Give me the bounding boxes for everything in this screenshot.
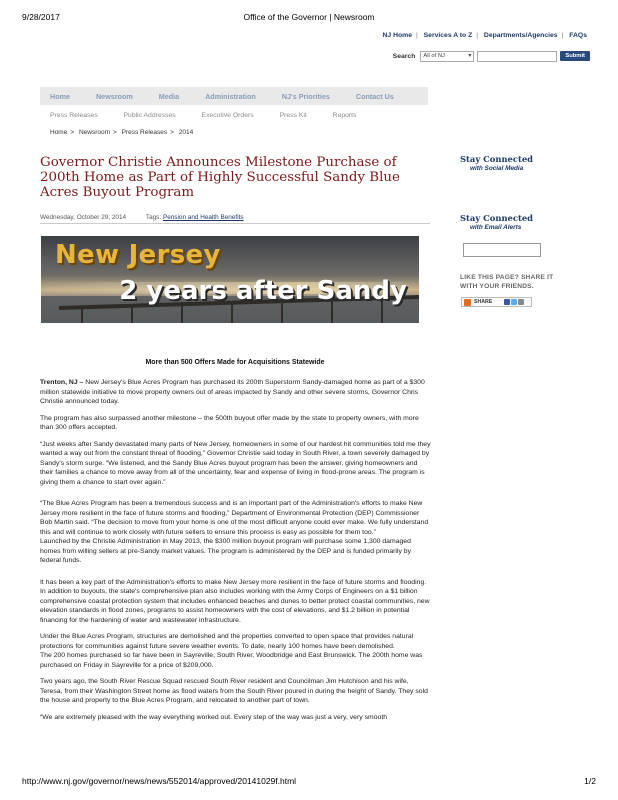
link-nj-home[interactable]: NJ Home <box>382 32 412 39</box>
page-title: Governor Christie Announces Milestone Purchase of 200th Home as Part of Highly Successful Sandy Blue Acres Buyout Program <box>40 155 400 201</box>
banner-headline-line2: 2 years after Sandy <box>119 276 407 306</box>
article-body <box>40 378 432 729</box>
email-alerts-link[interactable]: with Email Alerts <box>470 224 522 231</box>
sidebar <box>460 154 600 305</box>
search-input[interactable] <box>477 51 557 62</box>
print-date: 9/28/2017 <box>22 12 60 22</box>
paragraph: Two years ago, the South River Rescue Squad rescued South River resident and Councilman Jim Hutchison and his wife, Teresa, from their Washington Street home as flood waters from the South River poured in during the height of Sandy. They sold the house and property to the Blue Acres Program, and relocated to another part of town. <box>40 678 428 704</box>
nav-newsroom[interactable]: Newsroom <box>95 91 133 101</box>
share-prompt-line: LIKE THIS PAGE? SHARE IT <box>460 274 554 281</box>
print-header <box>22 12 596 24</box>
utility-links: NJ Home | Services A to Z | Departments/Agencies | FAQs <box>380 32 590 39</box>
subnav-reports[interactable]: Reports <box>332 112 357 119</box>
paragraph <box>40 378 432 407</box>
nav-home[interactable]: Home <box>50 91 70 101</box>
nav-administration[interactable]: Administration <box>205 91 256 101</box>
crumb-home[interactable]: Home <box>50 129 68 136</box>
crumb-newsroom[interactable]: Newsroom <box>78 129 111 136</box>
main-nav <box>40 87 428 105</box>
subnav-press-releases[interactable]: Press Releases <box>50 112 98 119</box>
paragraph: “We are extremely pleased with the way everything worked out. Every step of the way was just a very, very smooth <box>40 713 388 721</box>
page-number: 1/2 <box>584 776 596 786</box>
nav-contact-us[interactable]: Contact Us <box>355 91 394 101</box>
banner-headline-line1: New Jersey <box>55 240 221 270</box>
banner-image <box>41 236 419 323</box>
article-subheading: More than 500 Offers Made for Acquisitions Statewide <box>145 359 325 366</box>
share-button[interactable] <box>461 297 532 307</box>
share-label: SHARE <box>474 299 493 305</box>
email-icon <box>518 299 524 305</box>
social-icons <box>504 299 524 305</box>
link-faqs[interactable]: FAQs <box>569 32 587 39</box>
nav-media[interactable]: Media <box>158 91 180 101</box>
print-title: Office of the Governor | Newsroom <box>243 12 375 22</box>
crumb-separator: > <box>70 129 75 136</box>
search-scope-select[interactable] <box>420 51 474 62</box>
sidebar-heading: Stay Connected <box>460 154 534 164</box>
subnav-public-addresses[interactable]: Public Addresses <box>123 112 176 119</box>
search-bar <box>393 50 590 62</box>
paragraph: “Just weeks after Sandy devastated many parts of New Jersey, homeowners in some of our hardest hit communities told me they wanted a way out from the constant threat of flooding,” Governor Christie said today in South River, a town severely damaged by Sandy's storm surge. “We listened, and the Sandy Blue Acres buyout program has been the answer, giving homeowners and their families a chance to move away from all of the uncertainty, fear and expense of living in flood-prone areas. The program is giving them a chance to start over again.” <box>40 440 431 486</box>
paragraph: Launched by the Christie Administration in May 2013, the $300 million buyout program will purchase some 1,300 damaged homes from willing sellers at pre-Sandy market values. The program is administered by the DEP and is funded primarily by federal funds. <box>40 538 411 564</box>
share-prompt <box>460 274 553 291</box>
sub-nav <box>50 112 380 119</box>
paragraph: The program has also surpassed another milestone – the 500th buyout offer made by the state to property owners, with more than 300 offers accepted. <box>40 414 419 431</box>
article-date: Wednesday, October 29, 2014 <box>40 214 127 221</box>
sidebar-heading: Stay Connected <box>460 213 534 223</box>
stay-connected-email <box>460 214 533 231</box>
subnav-executive-orders[interactable]: Executive Orders <box>201 112 254 119</box>
link-departments-agencies[interactable]: Departments/Agencies <box>483 32 558 39</box>
crumb-2014[interactable]: 2014 <box>178 129 194 136</box>
paragraph: It has been a key part of the Administration's efforts to make New Jersey more resilient in the face of future storms and flooding. In addition to buyouts, the state's comprehensive plan also includes working with the Army Corps of Engineers on a $1 billion comprehensive coastal protection system that includes enhanced beaches and dunes to better protect coastal communities, new elevation standards in flood zones, programs to assist homeowners with the cost of elevations, and $1.2 billion in potential financing for the hardening of water and wastewater infrastructure. <box>40 578 430 624</box>
tags-label: Tags: <box>145 214 162 221</box>
search-label: Search <box>392 52 416 60</box>
twitter-icon <box>511 299 517 305</box>
nav-nj-priorities[interactable]: NJ's Priorities <box>281 91 330 101</box>
paragraph: Under the Blue Acres Program, structures are demolished and the properties converted to open space that provides natural protections for communities against future severe weather events. To date, nearly 100 homes have been demolished. <box>40 633 414 650</box>
search-submit-button[interactable]: Submit <box>560 51 590 61</box>
search-scope-value: All of NJ <box>423 53 445 59</box>
paragraph-text: New Jersey's Blue Acres Program has purchased its 200th Superstorm Sandy-damaged home as part of a $300 million statewide initiative to move property owners out of areas impacted by Sandy and other severe storms, Governor Chris Christie announced today. <box>40 379 425 405</box>
divider <box>40 223 430 224</box>
print-footer <box>22 776 596 788</box>
social-media-link[interactable]: with Social Media <box>470 165 524 172</box>
article-meta <box>40 214 244 221</box>
crumb-separator: > <box>170 129 174 136</box>
chevron-down-icon: ▾ <box>468 53 472 59</box>
share-prompt-line: WITH YOUR FRIENDS. <box>460 282 534 290</box>
print-url: http://www.nj.gov/governor/news/news/552014/approved/20141029f.html <box>22 776 297 786</box>
dateline: Trenton, NJ – <box>40 379 84 386</box>
link-services-a-to-z[interactable]: Services A to Z <box>423 32 473 39</box>
stay-connected-social <box>460 155 600 172</box>
crumb-press-releases[interactable]: Press Releases <box>121 129 168 136</box>
breadcrumb <box>50 129 196 136</box>
paragraph: The 200 homes purchased so far have been in Sayreville, South River, Woodbridge and East Brunswick. The 200th home was purchased on Friday in Sayreville for a price of $209,000. <box>40 652 423 669</box>
share-icon <box>464 299 471 306</box>
email-field[interactable] <box>463 243 541 257</box>
subnav-press-kit[interactable]: Press Kit <box>279 112 307 119</box>
facebook-icon <box>504 299 510 305</box>
crumb-separator: > <box>113 129 117 136</box>
paragraph: “The Blue Acres Program has been a tremendous success and is an important part of the Administration's efforts to make New Jersey more resilient in the face of future storms and flooding,” Department of Environmental Protection (DEP) Commissioner Bob Martin said. “The decision to move from your home is one of the most difficult anyone could ever make. We fully understand this and will continue to work closely with future sellers to ensure this process is easy as possible for them too.” <box>40 500 429 536</box>
tag-link[interactable]: Pension and Health Benefits <box>162 214 244 221</box>
